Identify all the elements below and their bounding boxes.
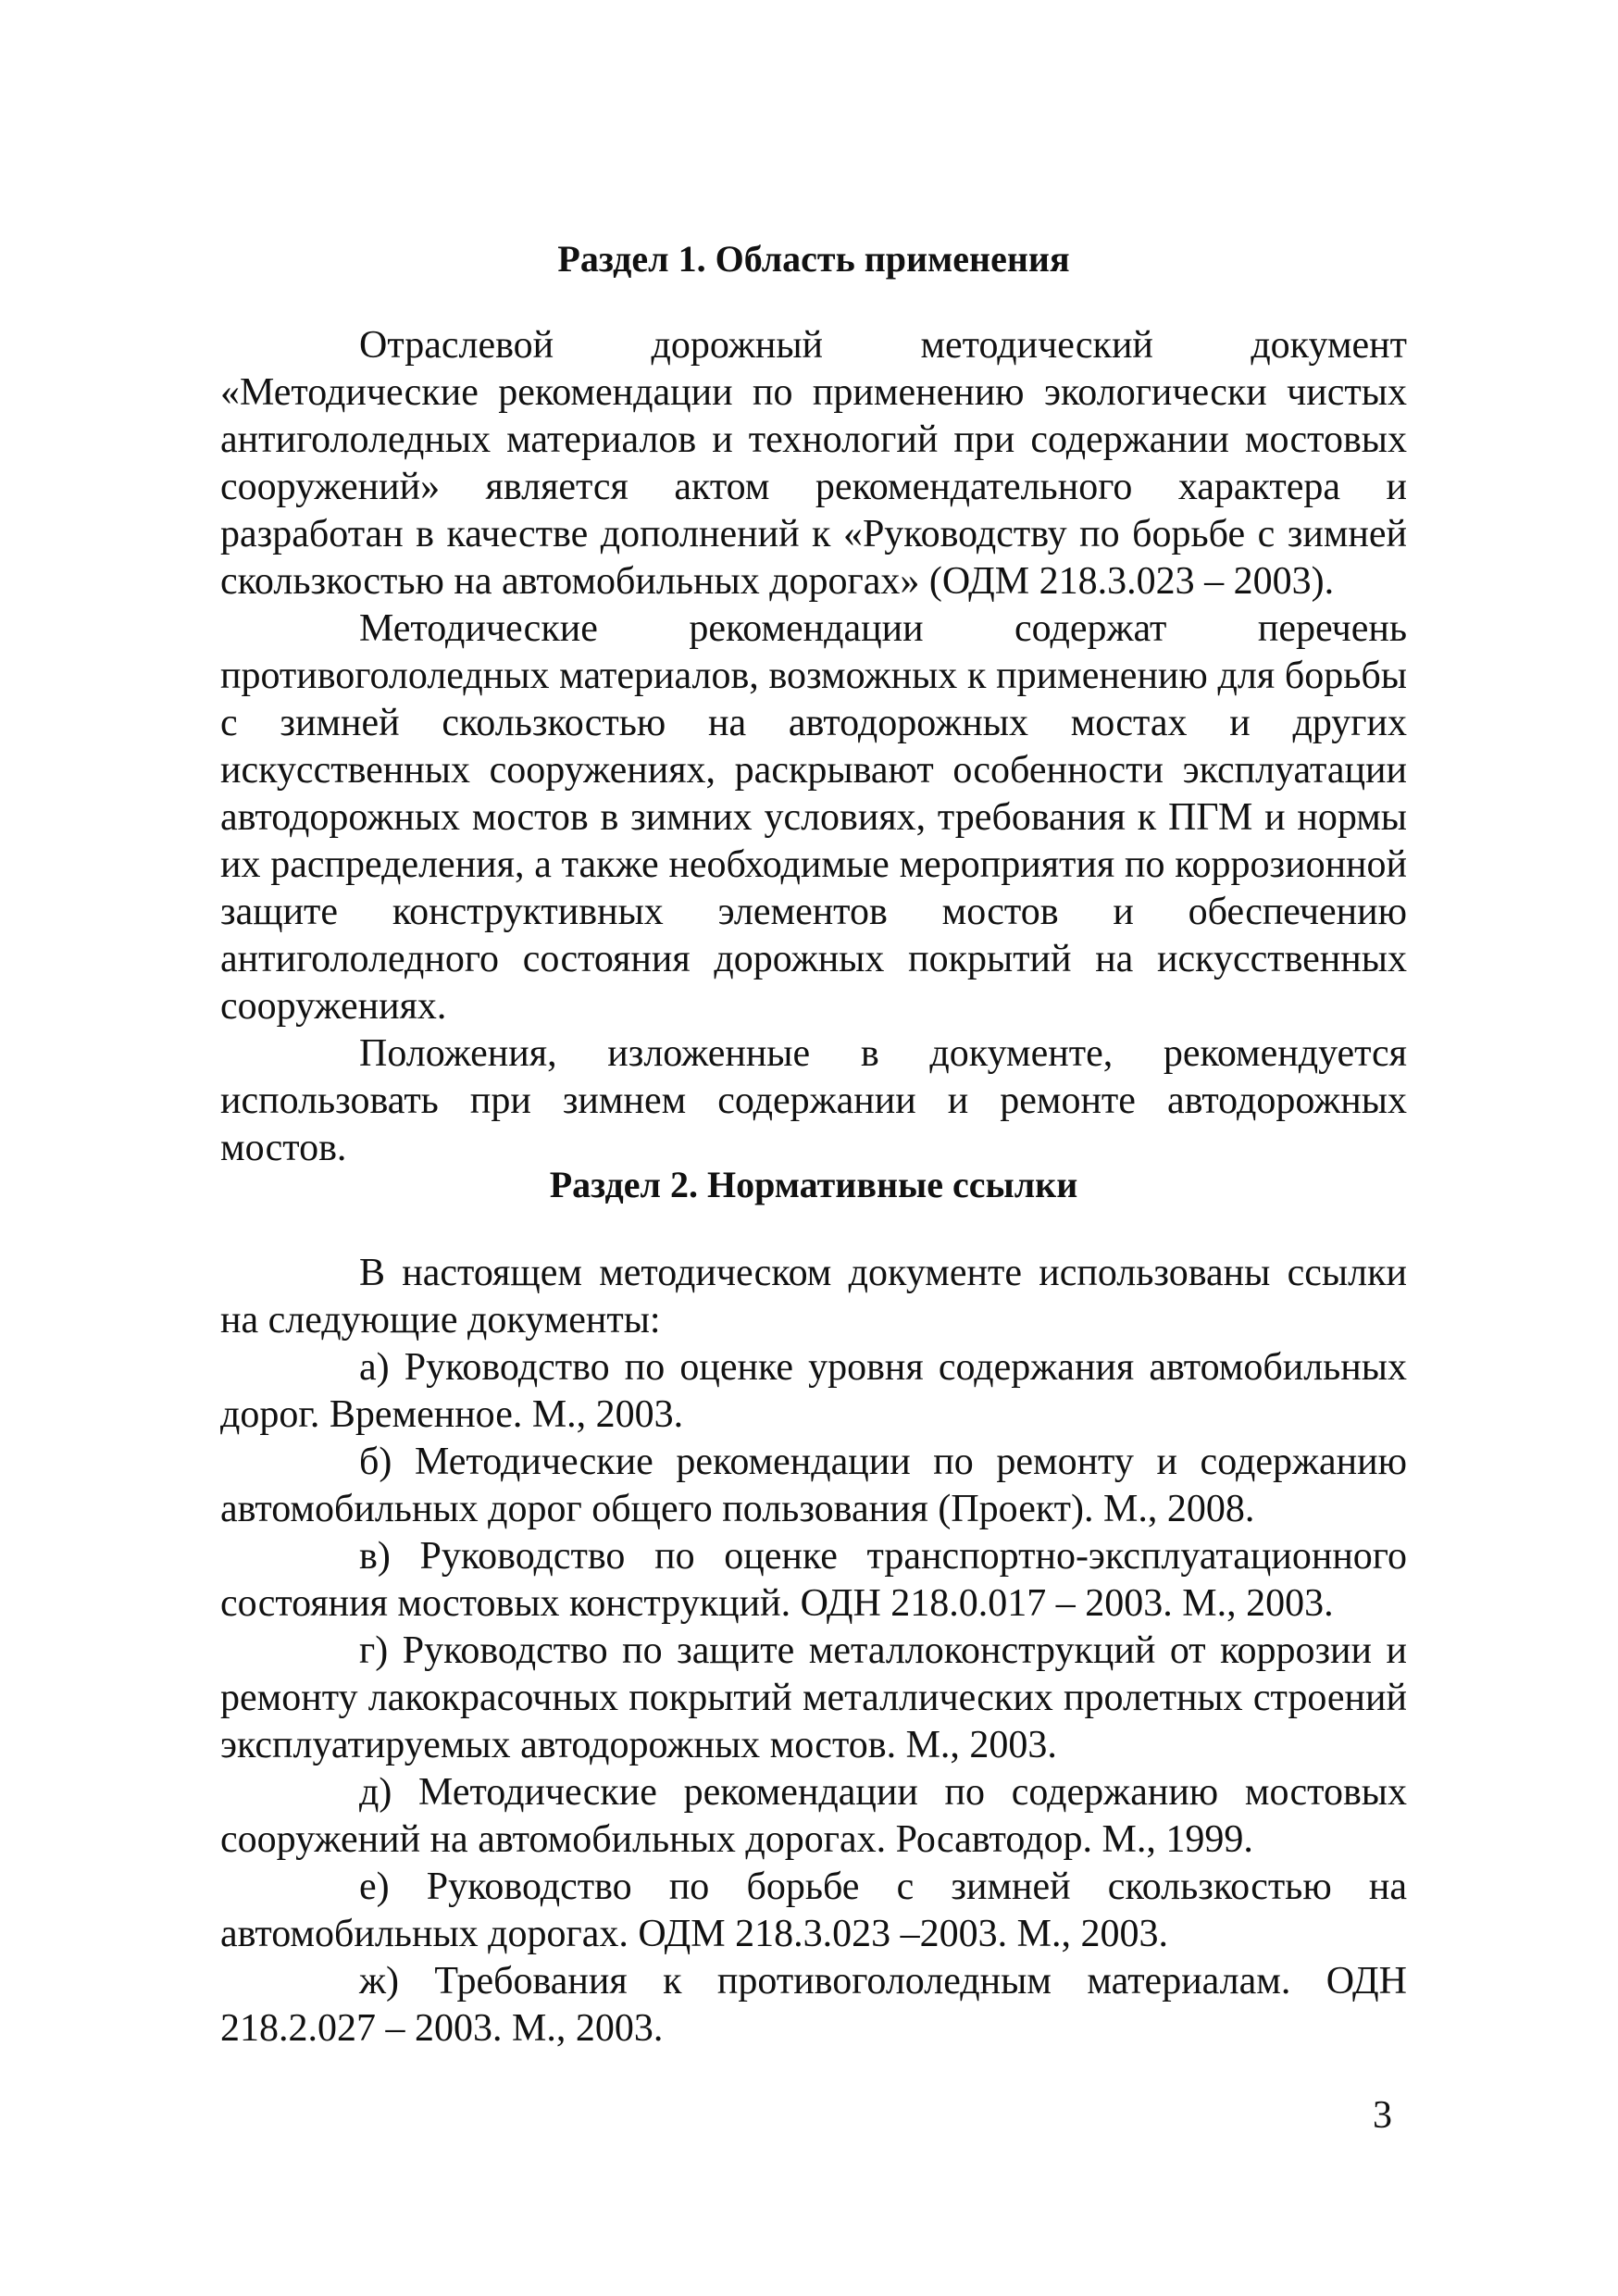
section-2-body <box>220 1250 1407 2053</box>
page-number: 3 <box>1373 2094 1392 2137</box>
reference-item-zh: ж) Требования к противогололедным материалам. ОДН 218.2.027 – 2003. М., 2003. <box>220 1960 1407 2050</box>
section-2-heading: Раздел 2. Нормативные ссылки <box>549 1164 1078 1205</box>
paragraph-usage: Положения, изложенные в документе, рекомендуется использовать при зимнем содержании и ремонте автодорожных мостов. <box>220 1032 1407 1169</box>
reference-item-g: г) Руководство по защите металлоконструкций от коррозии и ремонту лакокрасочных покрытий металлических пролетных строений эксплуатируемых автодорожных мостов. М., 2003. <box>220 1629 1407 1766</box>
paragraph-contents: Методические рекомендации содержат перечень противогололедных материалов, возможных к применению для борьбы с зимней скользкостью на автодорожных мостах и других искусственных сооружениях, раскрывают особенности эксплуатации автодорожных мостов в зимних условиях, требования к ПГМ и нормы их распределения, а также необходимые мероприятия по коррозионной защите конструктивных элементов мостов и обеспечению антигололедного состояния дорожных покрытий на искусственных сооружениях. <box>220 607 1407 1028</box>
reference-item-e: е) Руководство по борьбе с зимней скользкостью на автомобильных дорогах. ОДМ 218.3.023 –2003. М., 2003. <box>220 1866 1407 1955</box>
section-1-body <box>220 322 1407 1172</box>
reference-item-d: д) Методические рекомендации по содержанию мостовых сооружений на автомобильных дорогах. Росавтодор. М., 1999. <box>220 1771 1407 1861</box>
references-intro: В настоящем методическом документе использованы ссылки на следующие документы: <box>220 1252 1407 1341</box>
reference-item-v: в) Руководство по оценке транспортно-эксплуатационного состояния мостовых конструкций. ОДН 218.0.017 – 2003. М., 2003. <box>220 1535 1407 1625</box>
document-page <box>220 0 1407 2296</box>
paragraph-scope: Отраслевой дорожный методический документ «Методические рекомендации по применению экологически чистых антигололедных материалов и технологий при содержании мостовых сооружений» является актом рекомендательного характера и разработан в качестве дополнений к «Руководству по борьбе с зимней скользкостью на автомобильных дорогах» (ОДМ 218.3.023 – 2003). <box>220 324 1407 603</box>
reference-item-a: а) Руководство по оценке уровня содержания автомобильных дорог. Временное. М., 2003. <box>220 1346 1407 1436</box>
section-1-heading: Раздел 1. Область применения <box>557 238 1070 280</box>
reference-item-b: б) Методические рекомендации по ремонту и содержанию автомобильных дорог общего пользования (Проект). М., 2008. <box>220 1441 1407 1530</box>
